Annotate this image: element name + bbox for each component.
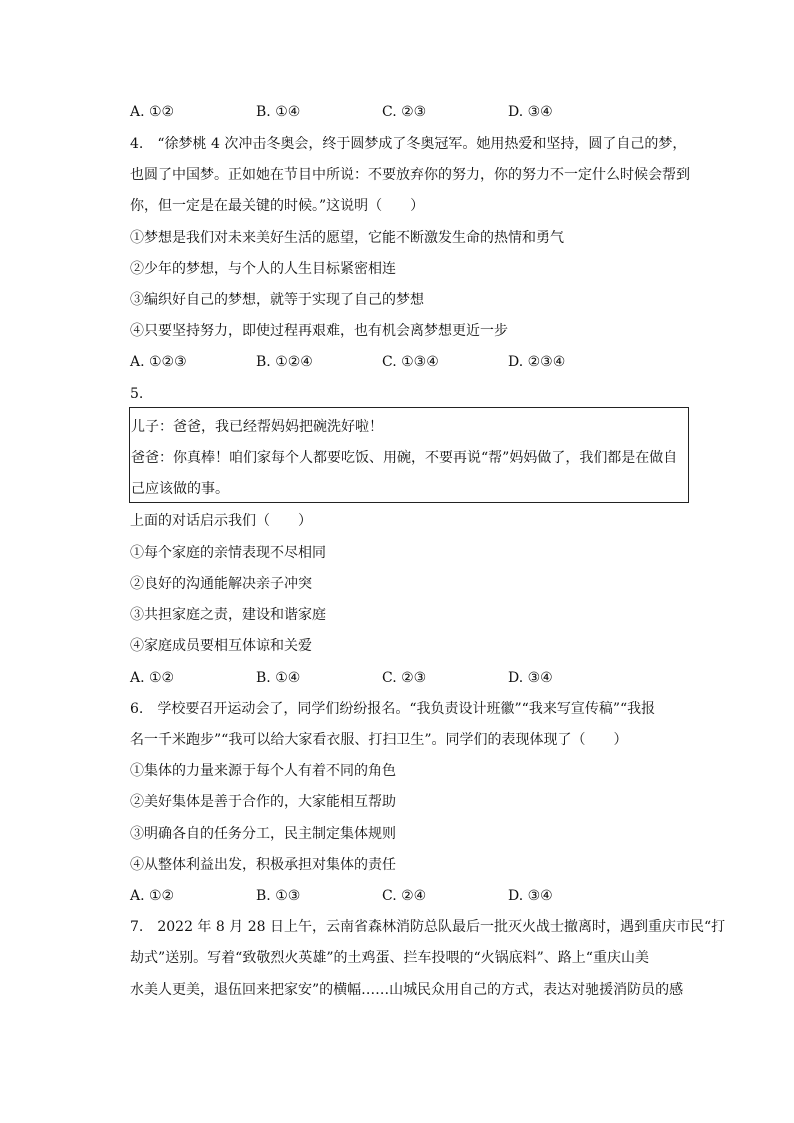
option-c: C. ②④: [382, 888, 427, 904]
q6-stem-line: 6. 学校要召开运动会了，同学们纷纷报名。“我负责设计班徽”“我来写宣传稿”“我报: [130, 701, 656, 717]
q6-statement: ④从整体利益出发，积极承担对集体的责任: [130, 857, 396, 873]
option-a: A. ①②: [130, 104, 175, 120]
q3-options: [130, 102, 690, 122]
q7-stem-line: 水美人更美，退伍回来把家安”的横幅……山城民众用自己的方式，表达对驰援消防员的感: [130, 982, 684, 998]
q6-stem-line: 名一千米跑步”“我可以给大家看衣服、打扫卫生”。同学们的表现体现了（ ）: [130, 732, 628, 748]
option-d: D. ③④: [508, 670, 553, 686]
dialogue-line: 爸爸：你真棒！咱们家每个人都要吃饭、用碗，不要再说“帮”妈妈做了，我们都是在做自: [131, 450, 678, 466]
q6-statement: ②美好集体是善于合作的，大家能相互帮助: [130, 794, 396, 810]
q5-options: [130, 668, 690, 688]
q7-stem-line: 劫式”送别。写着“致敬烈火英雄”的土鸡蛋、拦车投喂的“火锅底料”、路上“重庆山美: [130, 950, 649, 966]
option-b: B. ①④: [256, 104, 301, 120]
q5-statement: ②良好的沟通能解决亲子冲突: [130, 576, 312, 592]
q4-stem-line: 也圆了中国梦。正如她在节目中所说：不要放弃你的努力，你的努力不一定什么时候会帮到: [130, 167, 690, 183]
option-d: D. ③④: [508, 888, 553, 904]
option-d: D. ②③④: [508, 354, 566, 370]
dialogue-box: [129, 407, 689, 503]
option-b: B. ①③: [256, 888, 301, 904]
option-a: A. ①②③: [130, 354, 187, 370]
q5-statement: ③共担家庭之责，建设和谐家庭: [130, 607, 326, 623]
dialogue-line: 儿子：爸爸，我已经帮妈妈把碗洗好啦！: [131, 419, 383, 435]
q4-statement: ④只要坚持努力，即使过程再艰难，也有机会离梦想更近一步: [130, 323, 508, 339]
option-c: C. ②③: [382, 104, 427, 120]
q5-statement: ①每个家庭的亲情表现不尽相同: [130, 545, 326, 561]
option-b: B. ①④: [256, 670, 301, 686]
q4-stem-line: 4. “徐梦桃 4 次冲击冬奥会，终于圆梦成了冬奥冠军。她用热爱和坚持，圆了自己的梦，: [130, 136, 687, 152]
q4-statement: ③编织好自己的梦想，就等于实现了自己的梦想: [130, 292, 424, 308]
option-b: B. ①②④: [256, 354, 313, 370]
q7-stem-line: 7. 2022 年 8 月 28 日上午，云南省森林消防总队最后一批灭火战士撤离时，遇到重庆市民“打: [130, 919, 726, 935]
q6-options: [130, 886, 690, 906]
q6-statement: ①集体的力量来源于每个人有着不同的角色: [130, 763, 396, 779]
option-a: A. ①②: [130, 670, 175, 686]
option-a: A. ①②: [130, 888, 175, 904]
option-c: C. ②③: [382, 670, 427, 686]
q6-statement: ③明确各自的任务分工，民主制定集体规则: [130, 826, 396, 842]
dialogue-line: 己应该做的事。: [131, 481, 229, 497]
q5-number: 5.: [130, 386, 144, 402]
q4-stem-line: 你，但一定是在最关键的时候。”这说明（ ）: [130, 198, 425, 214]
q4-statement: ①梦想是我们对未来美好生活的愿望，它能不断激发生命的热情和勇气: [130, 230, 564, 246]
option-d: D. ③④: [508, 104, 553, 120]
q4-statement: ②少年的梦想，与个人的人生目标紧密相连: [130, 261, 396, 277]
q4-options: [130, 352, 690, 372]
option-c: C. ①③④: [382, 354, 439, 370]
q5-statement: ④家庭成员要相互体谅和关爱: [130, 638, 312, 654]
q5-prompt: 上面的对话启示我们（ ）: [130, 513, 312, 529]
